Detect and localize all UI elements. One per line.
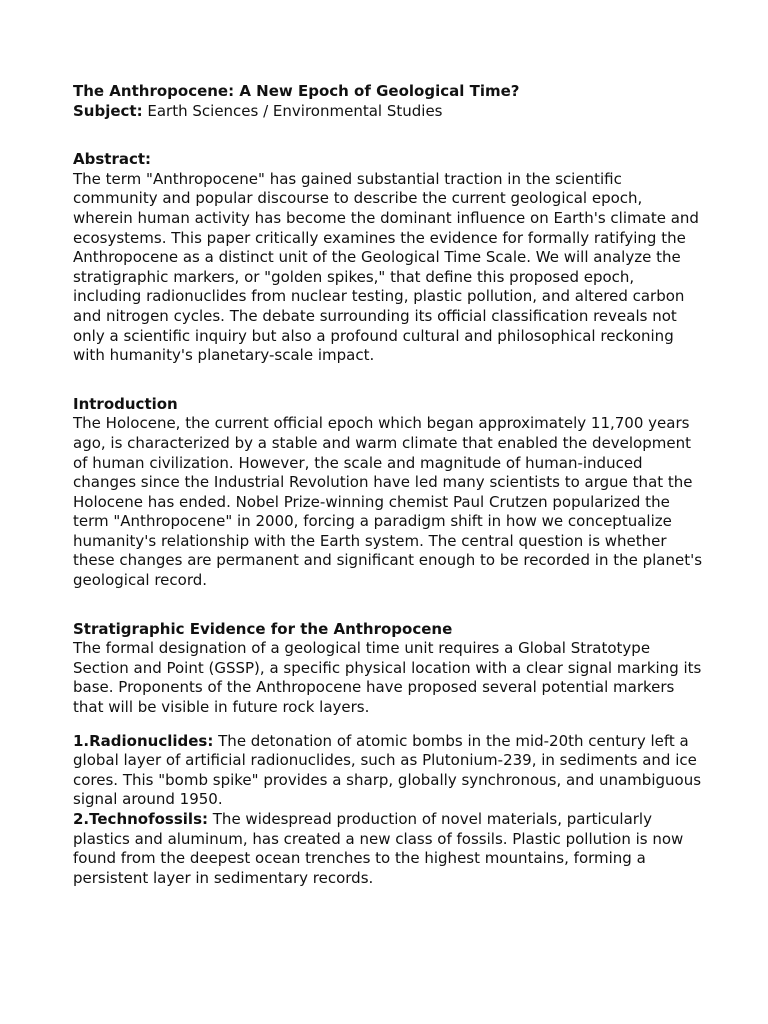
abstract-body: The term "Anthropocene" has gained substantial traction in the scientific community and popular discourse to describe the current geological epoch, wherein human activity has become the dominant influence on Earth's climate and ecosystems. This paper critically examines the evidence for formally ratifying the Anthropocene as a distinct unit of the Geological Time Scale. We will analyze the stratigraphic markers, or "golden spikes," that define this proposed epoch, including radionuclides from nuclear testing, plastic pollution, and altered carbon and nitrogen cycles. The debate surrounding its official classification reveals not only a scientific inquiry but also a profound cultural and philosophical reckoning with humanity's planetary-scale impact. bbox=[73, 169, 699, 365]
subject-value: Earth Sciences / Environmental Studies bbox=[147, 101, 443, 120]
list-item-label: 2.Technofossils: bbox=[73, 810, 208, 828]
document-page bbox=[73, 82, 703, 888]
stratigraphic-section bbox=[73, 620, 703, 889]
document-title: The Anthropocene: A New Epoch of Geological Time? bbox=[73, 82, 520, 100]
subject-line bbox=[73, 102, 703, 122]
introduction-section bbox=[73, 395, 703, 591]
subject-label: Subject: bbox=[73, 101, 143, 120]
introduction-heading: Introduction bbox=[73, 394, 178, 413]
abstract-heading: Abstract: bbox=[73, 150, 152, 169]
list-item bbox=[73, 810, 703, 888]
abstract-section bbox=[73, 150, 703, 366]
list-item-text: The widespread production of novel materials, particularly plastics and aluminum, has created a new class of fossils. Plastic pollution is now found from the deepest ocean trenches to the highest mountains, forming a persistent layer in sedimentary records. bbox=[73, 810, 684, 887]
evidence-list bbox=[73, 732, 703, 889]
list-item-label: 1.Radionuclides: bbox=[73, 731, 214, 750]
list-item-text: The detonation of atomic bombs in the mid-20th century left a global layer of artificial radionuclides, such as Plutonium-239, in sediments and ice cores. This "bomb spike" provides a sharp, globally synchronous, and unambiguous signal around 1950. bbox=[73, 731, 702, 809]
introduction-body: The Holocene, the current official epoch which began approximately 11,700 years ago, is characterized by a stable and warm climate that enabled the development of human civilization. However, the scale and magnitude of human-induced changes since the Industrial Revolution have led many scientists to argue that the Holocene has ended. Nobel Prize-winning chemist Paul Crutzen popularized the term "Anthropocene" in 2000, forcing a paradigm shift in how we conceptualize humanity's relationship with the Earth system. The central question is whether these changes are permanent and significant enough to be recorded in the planet's geological record. bbox=[73, 414, 703, 590]
stratigraphic-heading: Stratigraphic Evidence for the Anthropocene bbox=[73, 619, 453, 638]
stratigraphic-body: The formal designation of a geological time unit requires a Global Stratotype Section and Point (GSSP), a specific physical location with a clear signal marking its base. Proponents of the Anthropocene have proposed several potential markers that will be visible in future rock layers. bbox=[73, 639, 702, 717]
list-item bbox=[73, 732, 703, 810]
